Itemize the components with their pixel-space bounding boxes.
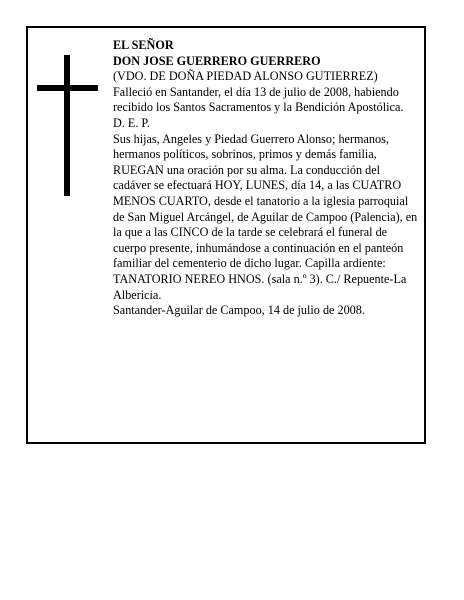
cross-icon-horizontal-bar	[37, 85, 98, 91]
obituary-text-block	[113, 38, 418, 319]
widower-line: (VDO. DE DOÑA PIEDAD ALONSO GUTIERREZ)	[113, 69, 378, 84]
deceased-name: DON JOSE GUERRERO GUERRERO	[113, 53, 321, 68]
death-announcement: Falleció en Santander, el día 13 de julio de 2008, habiendo recibido los Santos Sacramentos y la Bendición Apostólica.	[113, 84, 404, 115]
cross-icon-vertical-bar	[64, 55, 70, 196]
dep-line: D. E. P.	[113, 115, 150, 130]
family-line: Sus hijas, Angeles y Piedad Guerrero Alonso; hermanos, hermanos políticos, sobrinos, primos y demás familia,	[113, 131, 389, 162]
funeral-request: RUEGAN una oración por su alma. La conducción del cadáver se efectuará HOY, LUNES, día 14, a las CUATRO MENOS CUARTO, desde el tanatorio a la iglesia parroquial de San Miguel Arcángel, de Aguilar de Campoo (Palencia), en la que a las CINCO de la tarde se celebrará el funeral de cuerpo presente, inhumándose a continuación en el panteón familiar del cementerio de dicho lugar. Capilla ardiente: TANATORIO NEREO HNOS. (sala n.º 3). C./ Repuente-La Albericia.	[113, 162, 418, 302]
place-and-date: Santander-Aguilar de Campoo, 14 de julio de 2008.	[113, 303, 365, 318]
notice-title-line1: EL SEÑOR	[113, 38, 174, 52]
